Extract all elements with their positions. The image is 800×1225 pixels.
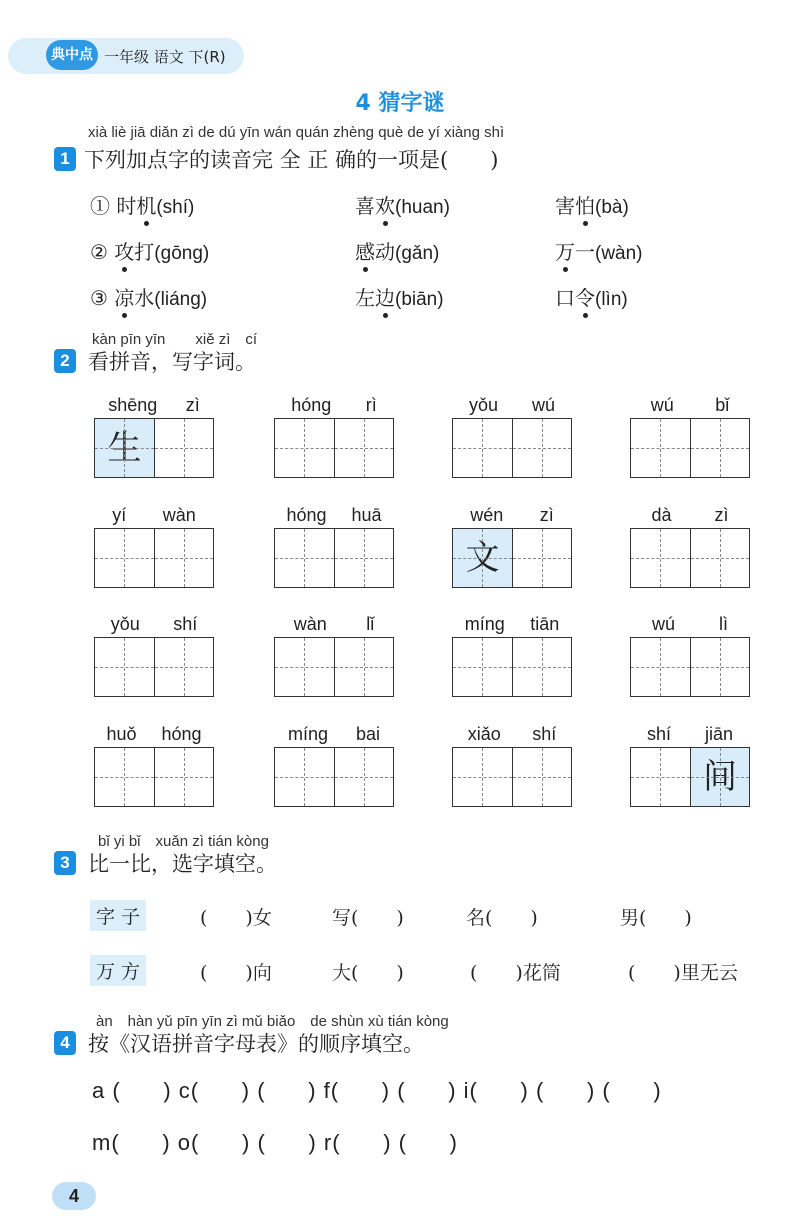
grid-cell[interactable] — [690, 529, 749, 587]
grid-cell[interactable] — [631, 638, 690, 696]
word-grid — [274, 724, 394, 807]
grid-pinyin — [452, 395, 572, 416]
grid-cell[interactable] — [334, 748, 393, 806]
publisher-logo: 典中点 — [46, 40, 98, 70]
grid-pinyin — [274, 614, 394, 635]
q4-line1[interactable]: a ( ) c( ) ( ) f( ) ( ) i( ) ( ) ( ) — [92, 1078, 662, 1103]
grid-cell[interactable] — [154, 419, 213, 477]
tianzi-grid — [452, 418, 572, 478]
q3-row2-item[interactable]: ( )花筒 — [470, 962, 561, 984]
tianzi-grid — [94, 637, 214, 697]
grid-pinyin-syllable: tiān — [530, 614, 560, 634]
grid-pinyin-syllable: wú — [650, 395, 674, 415]
grid-cell[interactable] — [334, 529, 393, 587]
word-grid — [452, 724, 572, 807]
grid-pinyin-syllable: zì — [539, 505, 554, 525]
grid-pinyin-syllable: wàn — [162, 505, 196, 525]
q4-text: 按《汉语拼音字母表》的顺序填空。 — [88, 1032, 424, 1056]
grid-pinyin-syllable: hóng — [286, 505, 327, 525]
grid-pinyin — [94, 395, 214, 416]
q1-option-1a: ① 时机(shí) — [90, 190, 194, 219]
q4-pinyin: àn hàn yǔ pīn yīn zì mǔ biǎo de shùn xù tián kòng — [96, 1013, 449, 1030]
tianzi-grid — [94, 747, 214, 807]
grid-pinyin — [94, 614, 214, 635]
q3-row1-item[interactable]: 写( ) — [332, 907, 404, 929]
grid-cell[interactable] — [512, 419, 571, 477]
word-grid — [630, 614, 750, 697]
grid-cell[interactable] — [631, 419, 690, 477]
grid-pinyin — [274, 724, 394, 745]
tianzi-grid — [630, 747, 750, 807]
tianzi-grid — [630, 418, 750, 478]
word-grid — [94, 395, 214, 478]
q3-text: 比一比，选字填空。 — [88, 852, 277, 876]
grid-cell[interactable] — [512, 638, 571, 696]
tianzi-grid — [630, 528, 750, 588]
grid-pinyin-syllable: zì — [185, 395, 200, 415]
grid-cell[interactable] — [95, 748, 154, 806]
grid-pinyin-syllable: míng — [464, 614, 505, 634]
grid-pinyin-syllable: míng — [287, 724, 329, 744]
grid-pinyin — [274, 395, 394, 416]
grid-cell[interactable]: 间 — [690, 748, 749, 806]
word-grid — [630, 395, 750, 478]
q3-row2-item[interactable]: 大( ) — [332, 962, 404, 984]
grid-pinyin-syllable: shí — [532, 724, 557, 744]
q1-option-2a: ② 攻打(gōng) — [90, 236, 209, 265]
grid-pinyin-syllable: bai — [355, 724, 381, 744]
grid-pinyin-syllable: yí — [112, 505, 127, 525]
q3-row1-item[interactable]: 名( ) — [466, 907, 538, 929]
grid-pinyin — [274, 505, 394, 526]
q1-option-1c: 害怕(bà) — [555, 190, 629, 219]
grid-pinyin — [630, 614, 750, 635]
lesson-title: 4 猜字谜 — [355, 91, 445, 116]
tianzi-grid — [94, 418, 214, 478]
grid-cell[interactable] — [453, 748, 512, 806]
word-grid — [94, 505, 214, 588]
grid-cell[interactable] — [690, 419, 749, 477]
grid-pinyin-syllable: huǒ — [106, 724, 137, 744]
grid-cell[interactable] — [95, 638, 154, 696]
grid-cell[interactable] — [453, 419, 512, 477]
q1-pinyin: xià liè jiā diǎn zì de dú yīn wán quán zhèng què de yí xiàng shì — [88, 124, 505, 141]
grid-pinyin — [94, 724, 214, 745]
q3-row2-chip: 万 方 — [90, 955, 146, 986]
grid-pinyin-syllable: huā — [351, 505, 382, 525]
grid-cell[interactable] — [154, 638, 213, 696]
word-grid — [274, 614, 394, 697]
q3-number: 3 — [54, 851, 76, 875]
grid-pinyin-syllable: shí — [173, 614, 198, 634]
q1-option-2b: 感动(gǎn) — [355, 236, 439, 265]
grid-pinyin-syllable: lǐ — [366, 614, 375, 634]
grid-cell[interactable] — [512, 529, 571, 587]
grid-pinyin-syllable: wén — [470, 505, 504, 525]
q3-row1-item[interactable]: ( )女 — [200, 907, 272, 929]
tianzi-grid — [94, 528, 214, 588]
q1-option-1b: 喜欢(huan) — [355, 190, 450, 219]
grid-cell[interactable] — [334, 419, 393, 477]
q1-text: 下列加点字的读音完 全 正 确的一项是( ) — [84, 148, 499, 172]
grid-pinyin-syllable: hóng — [291, 395, 332, 415]
grid-pinyin-syllable: zì — [714, 505, 729, 525]
grid-cell[interactable] — [275, 748, 334, 806]
q1-option-3b: 左边(biān) — [355, 282, 444, 311]
grid-pinyin-syllable: shēng — [108, 395, 158, 415]
q4-number: 4 — [54, 1031, 76, 1055]
grid-cell[interactable] — [275, 419, 334, 477]
grid-cell[interactable] — [512, 748, 571, 806]
tianzi-grid — [274, 528, 394, 588]
grid-cell[interactable]: 文 — [453, 529, 512, 587]
grid-pinyin-syllable: yǒu — [110, 614, 140, 634]
grid-pinyin — [452, 614, 572, 635]
tianzi-grid — [452, 637, 572, 697]
q2-text: 看拼音，写字词。 — [88, 350, 256, 374]
grid-cell[interactable] — [334, 638, 393, 696]
grid-pinyin-syllable: bǐ — [715, 395, 730, 415]
word-grid — [274, 395, 394, 478]
tianzi-grid — [452, 528, 572, 588]
grid-pinyin-syllable: dà — [651, 505, 672, 525]
grid-pinyin-syllable: wàn — [293, 614, 327, 634]
grid-cell[interactable] — [154, 748, 213, 806]
q3-row2-item[interactable]: ( )向 — [200, 962, 272, 984]
grid-pinyin-syllable: shí — [646, 724, 671, 744]
q1-option-2c: 万一(wàn) — [555, 236, 643, 265]
tianzi-grid — [452, 747, 572, 807]
word-grid — [630, 724, 750, 807]
q4-line2[interactable]: m( ) o( ) ( ) r( ) ( ) — [92, 1130, 458, 1155]
grid-cell[interactable] — [453, 638, 512, 696]
word-grid — [274, 505, 394, 588]
q3-row2-item[interactable]: ( )里无云 — [628, 962, 738, 984]
q2-pinyin: kàn pīn yīn xiě zì cí — [92, 331, 258, 348]
grid-cell[interactable] — [631, 748, 690, 806]
grid-pinyin — [452, 724, 572, 745]
grid-pinyin — [630, 395, 750, 416]
grid-pinyin — [452, 505, 572, 526]
grid-pinyin-syllable: lì — [718, 614, 728, 634]
word-grid — [452, 395, 572, 478]
grid-cell[interactable] — [95, 529, 154, 587]
page-number: 4 — [52, 1182, 96, 1210]
book-title: 一年级 语文 下(R) — [104, 48, 226, 66]
grid-cell[interactable] — [690, 638, 749, 696]
grid-cell[interactable] — [631, 529, 690, 587]
word-grid — [452, 505, 572, 588]
q3-pinyin: bǐ yi bǐ xuǎn zì tián kòng — [98, 833, 269, 850]
q1-number: 1 — [54, 147, 76, 171]
grid-cell[interactable] — [154, 529, 213, 587]
grid-cell[interactable] — [275, 638, 334, 696]
q3-row1-item[interactable]: 男( ) — [620, 907, 692, 929]
grid-pinyin — [630, 505, 750, 526]
tianzi-grid — [274, 747, 394, 807]
grid-pinyin-syllable: yǒu — [468, 395, 499, 415]
q1-option-3c: 口令(lìn) — [555, 282, 628, 311]
word-grid — [630, 505, 750, 588]
grid-pinyin-syllable: rì — [365, 395, 377, 415]
grid-pinyin-syllable: hóng — [161, 724, 202, 744]
grid-cell[interactable] — [275, 529, 334, 587]
grid-pinyin-syllable: xiǎo — [467, 724, 501, 744]
word-grid — [94, 724, 214, 807]
tianzi-grid — [630, 637, 750, 697]
grid-cell[interactable]: 生 — [95, 419, 154, 477]
grid-pinyin-syllable: wú — [531, 395, 555, 415]
q2-number: 2 — [54, 349, 76, 373]
grid-pinyin-syllable: wú — [651, 614, 675, 634]
word-grid — [452, 614, 572, 697]
word-grid — [94, 614, 214, 697]
tianzi-grid — [274, 418, 394, 478]
grid-pinyin-syllable: jiān — [704, 724, 733, 744]
grid-pinyin — [94, 505, 214, 526]
q3-row1-chip: 字 子 — [90, 900, 146, 931]
grid-pinyin — [630, 724, 750, 745]
tianzi-grid — [274, 637, 394, 697]
q1-option-3a: ③ 凉水(liáng) — [90, 282, 207, 311]
